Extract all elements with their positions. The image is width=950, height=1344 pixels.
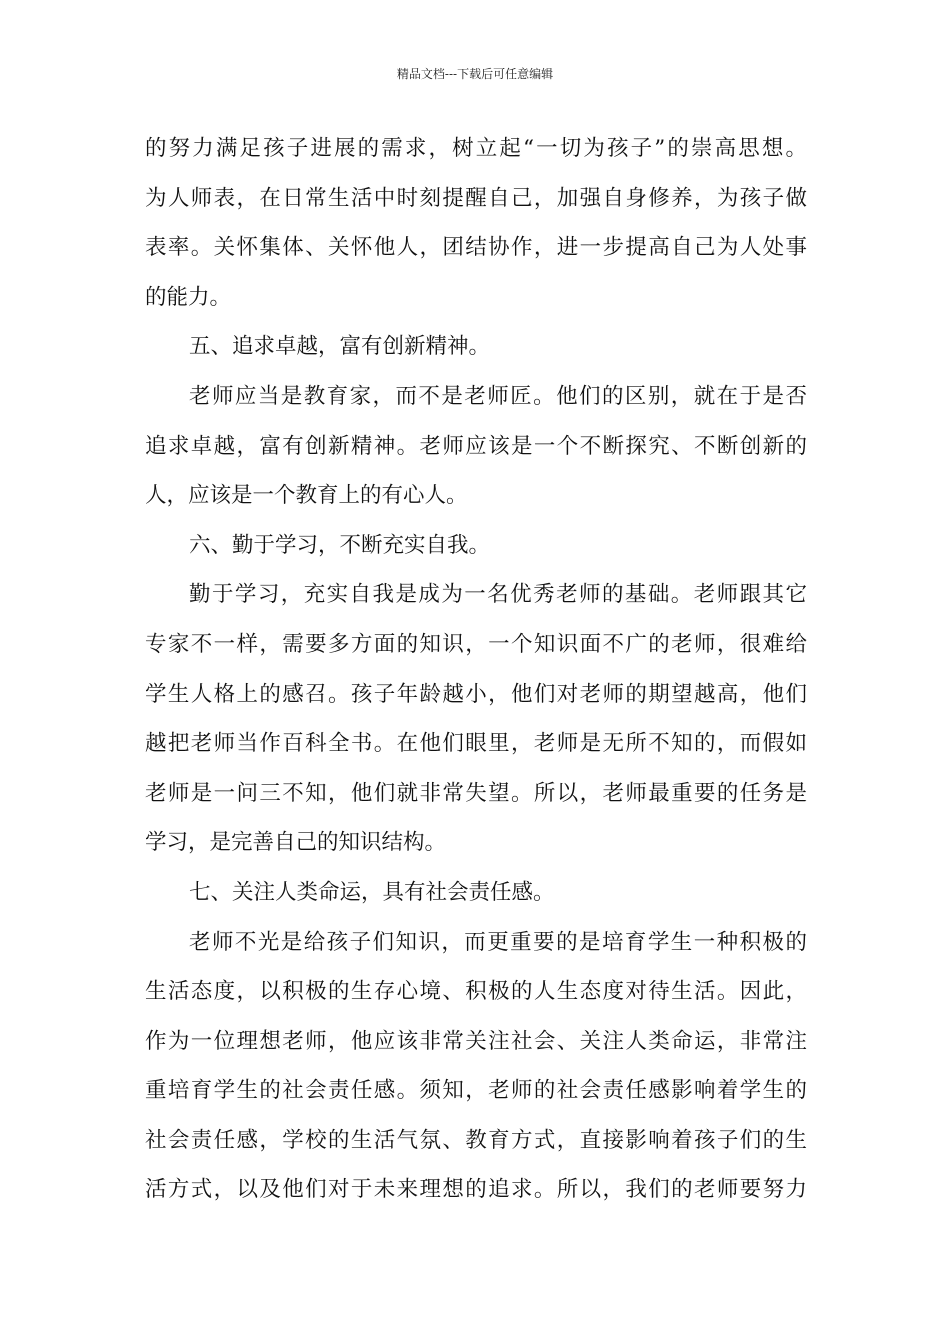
text-line: 活方式，以及他们对于未来理想的追求。所以，我们的老师要努力 xyxy=(145,1177,807,1203)
text-line: 老师应当是教育家，而不是老师匠。他们的区别，就在于是否 xyxy=(189,383,807,409)
text-line: 作为一位理想老师，他应该非常关注社会、关注人类命运，非常注 xyxy=(145,1028,807,1054)
page-header: 精品文档---下载后可任意编辑 xyxy=(396,67,554,81)
text-line: 的努力满足孩子进展的需求，树立起“一切为孩子”的崇高思想。 xyxy=(145,136,807,161)
text-line: 专家不一样，需要多方面的知识，一个知识面不广的老师，很难给 xyxy=(145,631,807,657)
text-line: 为人师表，在日常生活中时刻提醒自己，加强自身修养，为孩子做 xyxy=(145,185,807,211)
text-line: 的能力。 xyxy=(145,284,232,310)
text-line: 重培育学生的社会责任感。须知，老师的社会责任感影响着学生的 xyxy=(145,1078,807,1104)
text-line: 生活态度，以积极的生存心境、积极的人生态度对待生活。因此， xyxy=(145,979,807,1005)
document-body xyxy=(145,124,807,1215)
text-line: 社会责任感，学校的生活气氛、教育方式，直接影响着孩子们的生 xyxy=(145,1127,807,1153)
text-line: 追求卓越，富有创新精神。老师应该是一个不断探究、不断创新的 xyxy=(145,433,807,459)
text-line: 人，应该是一个教育上的有心人。 xyxy=(145,483,468,509)
text-line: 勤于学习，充实自我是成为一名优秀老师的基础。老师跟其它 xyxy=(189,582,807,608)
section-heading: 六、勤于学习，不断充实自我。 xyxy=(189,532,491,558)
text-line: 学生人格上的感召。孩子年龄越小，他们对老师的期望越高，他们 xyxy=(145,681,807,707)
section-heading: 五、追求卓越，富有创新精神。 xyxy=(189,334,491,360)
text-line: 表率。关怀集体、关怀他人，团结协作，进一步提高自己为人处事 xyxy=(145,235,807,261)
text-line: 老师是一问三不知，他们就非常失望。所以，老师最重要的任务是 xyxy=(145,780,807,806)
text-line: 老师不光是给孩子们知识，而更重要的是培育学生一种积极的 xyxy=(189,929,807,955)
text-line: 学习，是完善自己的知识结构。 xyxy=(145,830,447,856)
text-line: 越把老师当作百科全书。在他们眼里，老师是无所不知的，而假如 xyxy=(145,731,807,757)
section-heading: 七、关注人类命运，具有社会责任感。 xyxy=(189,879,555,905)
